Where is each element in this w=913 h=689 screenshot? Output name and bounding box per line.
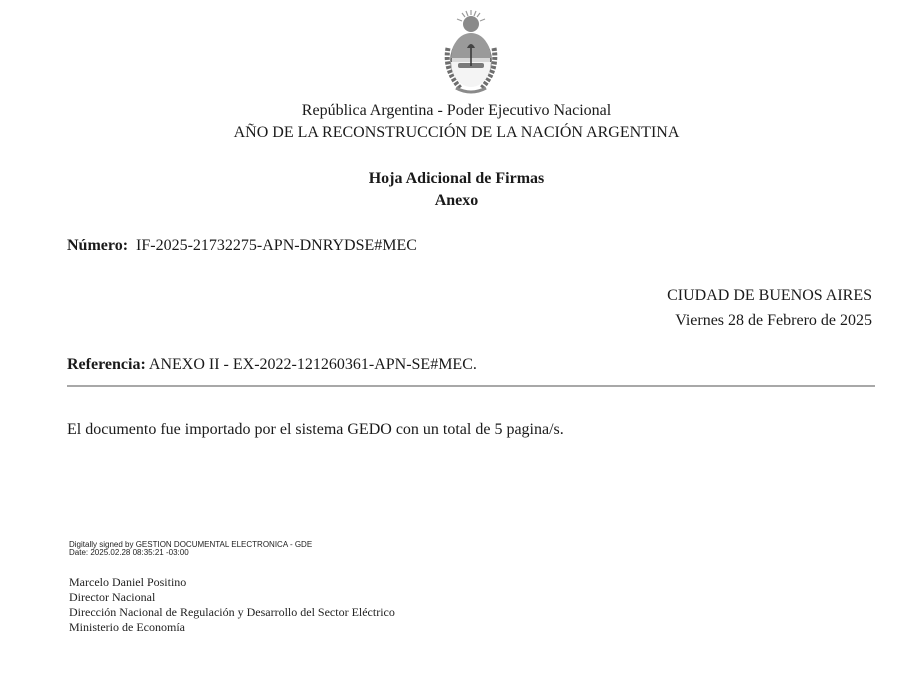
signer-office: Dirección Nacional de Regulación y Desarrollo del Sector Eléctrico xyxy=(69,605,395,619)
referencia-label: Referencia: xyxy=(67,356,146,373)
signer-name: Marcelo Daniel Positino xyxy=(69,575,187,589)
numero-label: Número: xyxy=(67,237,129,254)
digital-signature-date: Date: 2025.02.28 08:35:21 -03:00 xyxy=(69,548,189,557)
document-subtitle: Anexo xyxy=(434,192,479,209)
document-title: Hoja Adicional de Firmas xyxy=(368,170,545,187)
signer-ministry: Ministerio de Economía xyxy=(69,620,185,634)
body-text: El documento fue importado por el sistema GEDO con un total de 5 pagina/s. xyxy=(67,421,564,438)
divider xyxy=(67,385,875,387)
signer-role: Director Nacional xyxy=(69,590,156,604)
referencia-value: ANEXO II - EX-2022-121260361-APN-SE#MEC. xyxy=(148,356,477,373)
argentine-coat-of-arms-icon xyxy=(438,8,504,98)
city-line: CIUDAD DE BUENOS AIRES xyxy=(667,287,872,304)
header-line-2: AÑO DE LA RECONSTRUCCIÓN DE LA NACIÓN ARGENTINA xyxy=(233,124,680,141)
signer-block xyxy=(69,575,395,635)
numero-row xyxy=(67,237,417,255)
date-line: Viernes 28 de Febrero de 2025 xyxy=(675,312,872,329)
digital-signature-block xyxy=(69,541,312,557)
referencia-row xyxy=(67,356,477,374)
numero-value: IF-2025-21732275-APN-DNRYDSE#MEC xyxy=(136,237,417,254)
digital-signature-line: Digitally signed by GESTION DOCUMENTAL ELECTRONICA - GDE xyxy=(69,540,313,549)
header-line-1: República Argentina - Poder Ejecutivo Nacional xyxy=(301,102,612,119)
